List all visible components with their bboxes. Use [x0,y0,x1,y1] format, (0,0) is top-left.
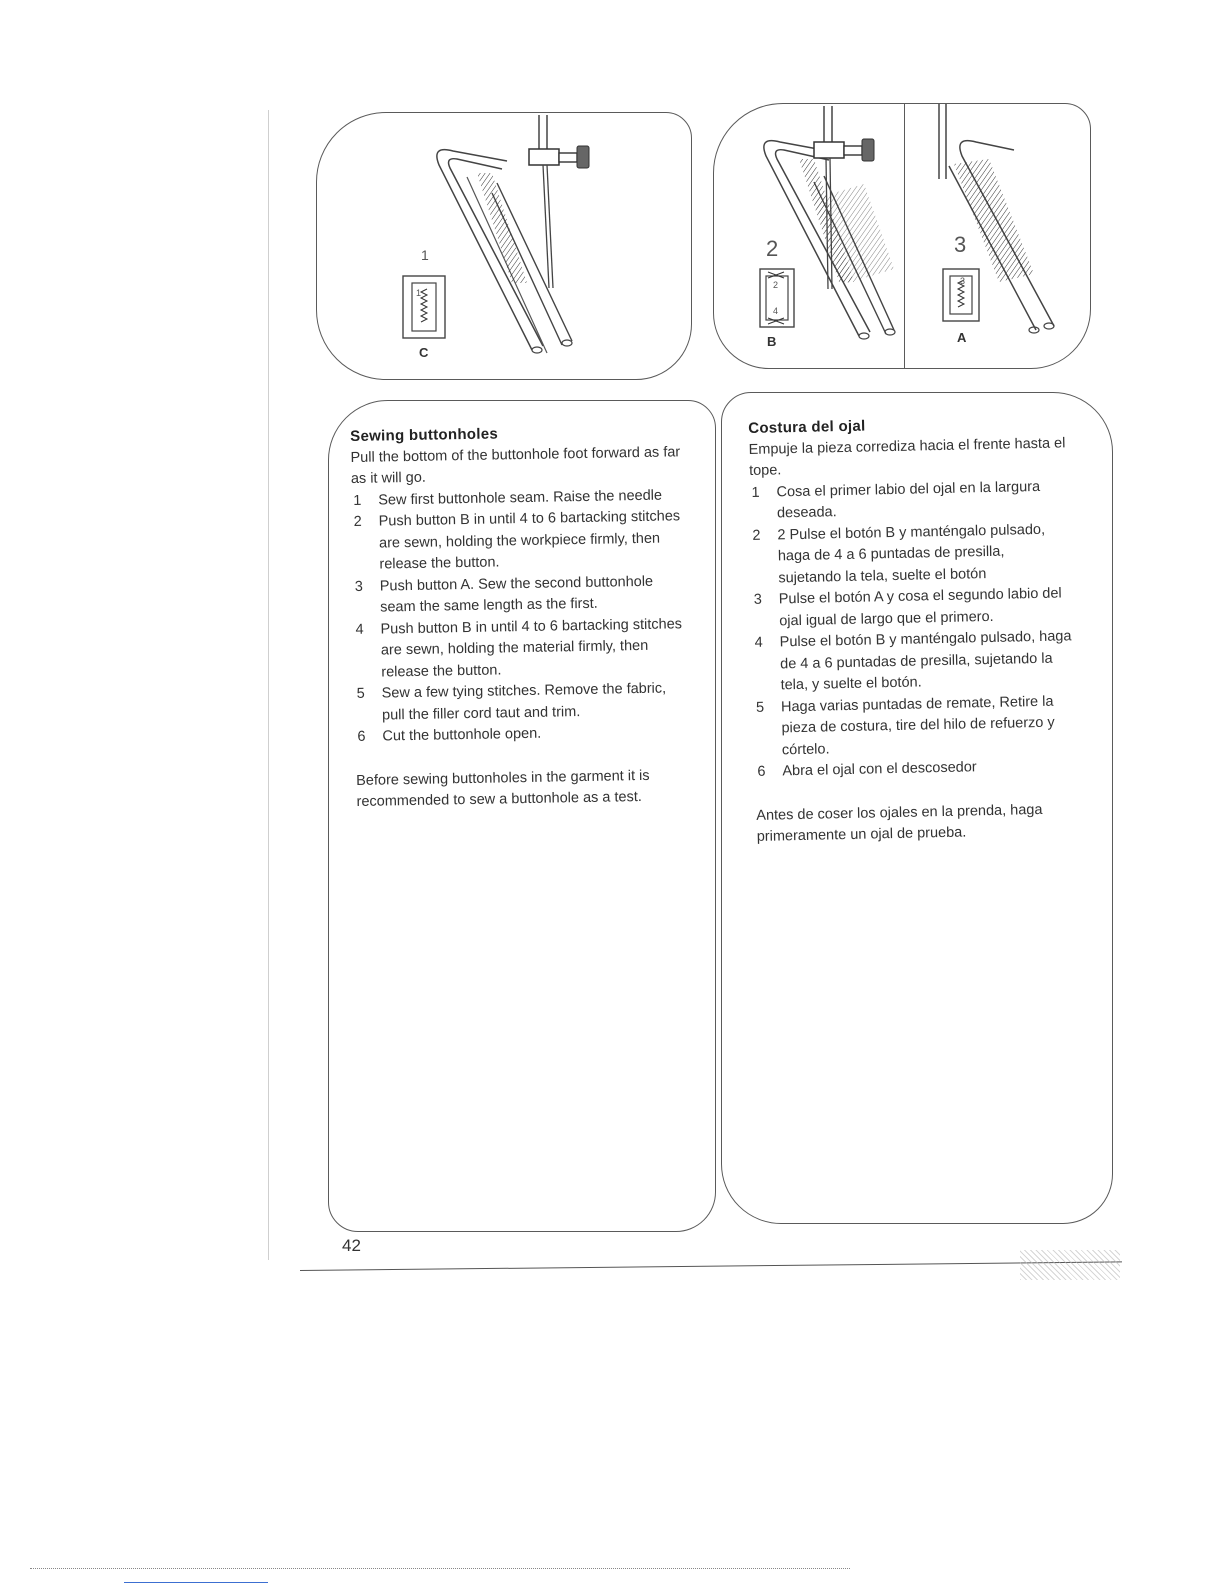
button-letter-b: B [767,334,777,349]
english-steps-list [351,485,685,749]
page-number: 42 [342,1236,361,1255]
spanish-note: Antes de coser los ojales en la prenda, haga primeramente un ojal de prueba. [756,801,1043,845]
footer-rule [300,1261,1122,1271]
list-item: 2 2 Pulse el botón B y manténgalo pulsado, haga de 4 a 6 puntadas de presilla, sujetando la tela, suelte el botón [752,521,1046,586]
button-step-label: 1 [416,288,422,298]
list-item: 6 Cut the buttonhole open. [357,725,542,745]
english-heading: Sewing buttonholes [350,425,499,445]
list-item: 6 Abra el ojal con el descosedor [757,759,977,780]
english-instructions [350,420,687,813]
list-item: 5 Haga varias puntadas de remate, Retire la pieza de costura, tire del hilo de refuerzo y córtelo. [755,693,1055,758]
scan-artifact-blue-line [124,1582,268,1583]
list-item: 1 Cosa el primer labio del ojal en la largura deseada. [751,478,1041,522]
list-item: 1 Sew first buttonhole seam. Raise the needle [353,487,663,509]
english-intro: Pull the bottom of the buttonhole foot forward as far as it will go. [350,443,681,487]
button-step-label-2: 2 [773,280,779,290]
buttonhole-step-1-drawing [317,113,693,381]
list-item: 3 Pulse el botón A y cosa el segundo labio del ojal igual de largo que el primero. [753,585,1062,629]
step-number-label-2: 2 [766,236,779,261]
list-item: 3 Push button A. Sew the second buttonhole seam the same length as the first. [354,573,654,616]
spanish-intro: Empuje la pieza corrediza hacia el frente hasta el tope. [748,434,1066,479]
button-letter-c: C [419,345,429,360]
illustration-panel-step-1 [316,112,692,380]
button-step-label-4: 4 [773,306,779,316]
button-step-label-3: 3 [960,276,966,286]
list-item: 4 Push button B in until 4 to 6 bartacking stitches are sewn, holding the material firmly, then release the button. [355,615,683,680]
scan-smudge [1020,1250,1120,1280]
illustration-panel-steps-2-3 [713,103,1091,369]
scan-artifact-line [30,1568,850,1569]
list-item: 5 Sew a few tying stitches. Remove the fabric, pull the filler cord taut and trim. [356,680,667,723]
step-number-label: 1 [421,247,429,263]
button-letter-a: A [957,330,967,345]
list-item: 4 Pulse el botón B y manténgalo pulsado, haga de 4 a 6 puntadas de presilla, sujetando la tela, y suelte el botón. [754,628,1072,694]
list-item: 2 Push button B in until 4 to 6 bartacking stitches are sewn, holding the workpiece firmly, then release the button. [353,508,681,573]
spanish-steps-list [749,476,1075,784]
step-number-label-3: 3 [954,232,967,257]
spanish-instructions [748,411,1077,848]
page-gutter-edge [268,110,287,1260]
spanish-heading: Costura del ojal [748,417,866,437]
english-note: Before sewing buttonholes in the garment it is recommended to sew a buttonhole as a test. [356,767,650,810]
